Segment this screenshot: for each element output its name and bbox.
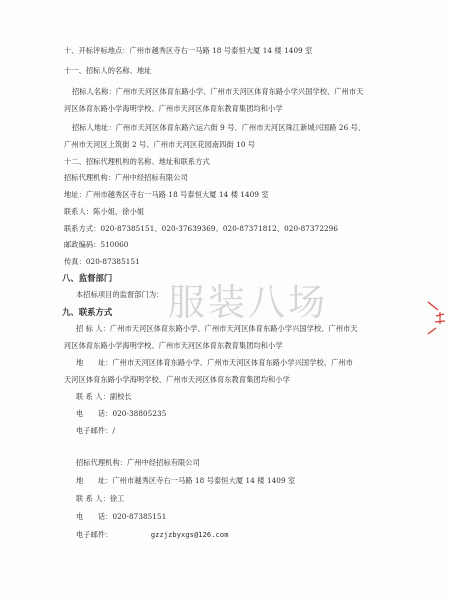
s12-contact: 联系人：陈小姐、徐小姐: [64, 207, 145, 216]
s9-contact: 联 系 人：副校长: [76, 392, 132, 401]
s9b-email-value: gzzjzbyxgs@126.com: [150, 531, 229, 539]
s9-addr-2: 天河区体育东路小学海明学校、广州市天河区体育东教育集团均和小学: [64, 375, 290, 384]
s12-title: 十二、招标代理机构的名称、地址和联系方式: [64, 157, 210, 166]
watermark-text: 服装八场: [168, 281, 328, 324]
s9b-agency: 招标代理机构：广州中经招标有限公司: [76, 458, 200, 467]
s9b-email: [76, 530, 229, 540]
s11-title: 十一、招标人的名称、地址: [64, 66, 152, 75]
s9-phone: 电 话：020-38805235: [76, 409, 167, 418]
s12-postcode: 邮政编码：510060: [64, 240, 129, 249]
s9-bidder-1: 招 标 人：广州市天河区体育东路小学、广州市天河区体育东路小学兴国学校、广州市天: [76, 324, 358, 333]
s9-bidder-2: 河区体育东路小学海明学校、广州市天河区体育东教育集团均和小学: [64, 341, 283, 350]
s12-addr: 地址：广州市越秀区寺右一马路 18 号泰恒大厦 14 楼 1409 室: [64, 190, 269, 199]
s11-name-2: 河区体育东路小学海明学校、广州市天河区体育东教育集团均和小学: [64, 104, 283, 113]
s12-fax: 传真：020-87385151: [64, 257, 140, 266]
s9b-phone: 电 话：020-87385151: [76, 512, 167, 521]
s8-text: 本招标项目的监督部门为：: [76, 290, 164, 299]
s9b-contact: 联 系 人：徐工: [76, 494, 125, 503]
s12-agency: 招标代理机构：广州中经招标有限公司: [64, 173, 188, 182]
s9-addr-1: 地 址：广州市天河区体育东路小学、广州市天河区体育东路小学兴国学校、广州市: [76, 358, 353, 367]
s9b-email-label: 电子邮件：: [76, 530, 113, 539]
s8-title: 八、监督部门: [62, 273, 113, 283]
s9b-addr: 地 址：广州市越秀区寺右一马路 18 号泰恒大厦 14 楼 1409 室: [76, 476, 296, 485]
s9-title: 九、联系方式: [62, 307, 113, 317]
s11-addr-1: 招标人地址：广州市天河区体育东路六运六街 9 号、广州市天河区珠江新城兴国路 26 号、: [72, 123, 366, 132]
s12-phone: 联系方式：020-87385151、020-37639369、020-87371812、020-87372296: [64, 224, 339, 233]
s10-line: 十、开标评标地点：广州市越秀区寺右一马路 18 号泰恒大厦 14 楼 1409 室: [64, 46, 313, 55]
s9-email: 电子邮件：/: [76, 426, 115, 435]
s11-addr-2: 广州市天河区上筑街 2 号、广州市天河区花园南四街 10 号: [64, 140, 256, 149]
red-stamp-icon: [424, 294, 450, 340]
s11-name-1: 招标人名称：广州市天河区体育东路小学、广州市天河区体育东路小学兴国学校、广州市天: [72, 87, 364, 96]
